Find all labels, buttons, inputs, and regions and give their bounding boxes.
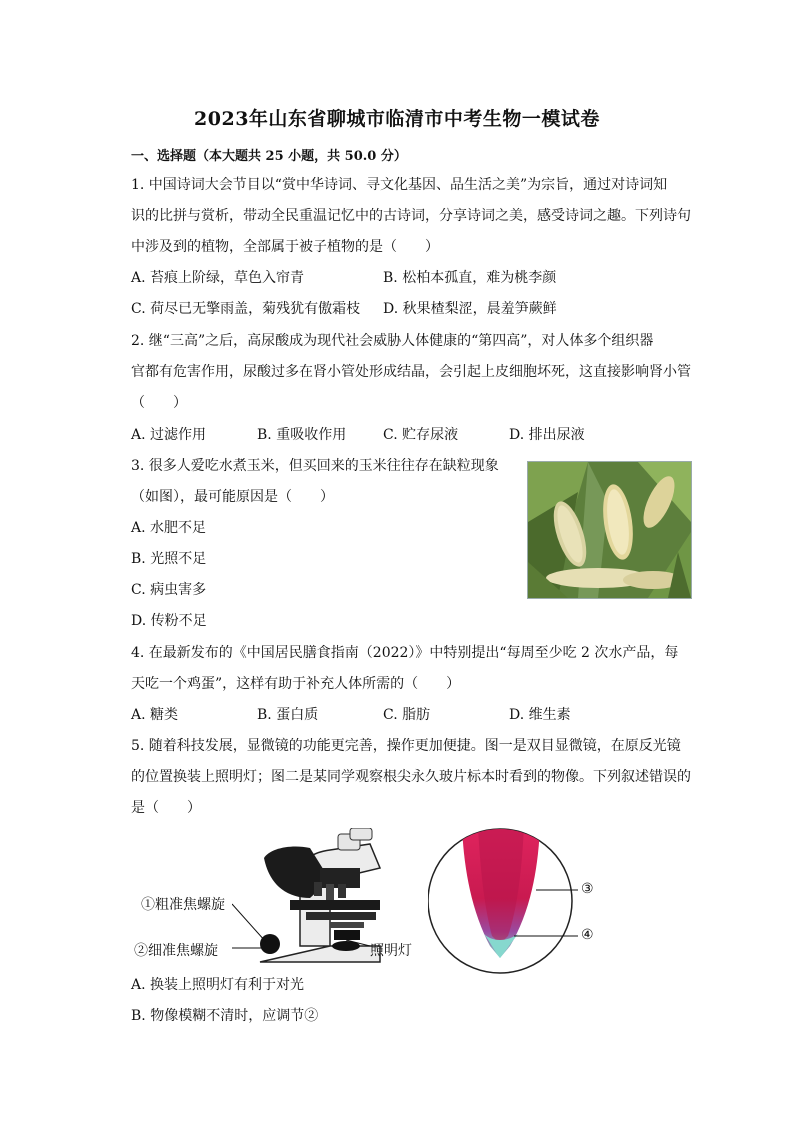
pointer-line-light <box>346 936 372 956</box>
q3-option-a[interactable]: A. 水肥不足 <box>131 520 207 536</box>
root-tip-figure <box>428 826 608 976</box>
q4-option-c[interactable]: C. 脂肪 <box>383 707 431 723</box>
q1-option-c[interactable]: C. 荷尽已无擎雨盖，菊残犹有傲霜枝 <box>131 301 361 317</box>
q2-option-c[interactable]: C. 贮存尿液 <box>383 427 459 443</box>
label-illuminator: 照明灯 <box>370 943 412 959</box>
q4-line1: 4. 在最新发布的《中国居民膳食指南（2022）》中特别提出“每周至少吃 2 次水产品，每 <box>131 645 679 661</box>
q1-line3: 中涉及到的植物，全部属于被子植物的是（ ） <box>131 239 439 255</box>
q3-option-d[interactable]: D. 传粉不足 <box>131 613 207 629</box>
q4-option-b[interactable]: B. 蛋白质 <box>257 707 319 723</box>
corn-photo <box>527 461 692 599</box>
section-heading: 一、选择题（本大题共 25 小题，共 50.0 分） <box>131 149 407 164</box>
q1-line1: 1. 中国诗词大会节目以“赏中华诗词、寻文化基因、品生活之美”为宗旨，通过对诗词知 <box>131 177 668 193</box>
q2-line2: 官都有危害作用，尿酸过多在肾小管处形成结晶，会引起上皮细胞坏死，这直接影响肾小管 <box>131 364 691 380</box>
q1-option-b[interactable]: B. 松柏本孤直，难为桃李颜 <box>383 270 557 286</box>
q5-line2: 的位置换装上照明灯；图二是某同学观察根尖永久玻片标本时看到的物像。下列叙述错误的 <box>131 769 691 785</box>
label-four: ④ <box>581 927 594 943</box>
label-coarse-focus: ①粗准焦螺旋 <box>141 897 225 913</box>
pointer-lines-left <box>232 898 292 958</box>
label-three: ③ <box>581 881 594 897</box>
q3-line2: （如图），最可能原因是（ ） <box>131 489 334 505</box>
q3-option-b[interactable]: B. 光照不足 <box>131 551 207 567</box>
q5-option-b[interactable]: B. 物像模糊不清时，应调节② <box>131 1008 319 1024</box>
q1-line2: 识的比拼与赏析，带动全民重温记忆中的古诗词，分享诗词之美，感受诗词之趣。下列诗句 <box>131 208 691 224</box>
q2-option-b[interactable]: B. 重吸收作用 <box>257 427 347 443</box>
q5-option-a[interactable]: A. 换装上照明灯有利于对光 <box>131 977 305 993</box>
exam-title: 2023年山东省聊城市临清市中考生物一模试卷 <box>194 108 600 130</box>
q1-option-a[interactable]: A. 苔痕上阶绿，草色入帘青 <box>131 270 305 286</box>
label-fine-focus: ②细准焦螺旋 <box>134 943 218 959</box>
q4-option-a[interactable]: A. 糖类 <box>131 707 179 723</box>
q3-option-c[interactable]: C. 病虫害多 <box>131 582 207 598</box>
q4-line2: 天吃一个鸡蛋”，这样有助于补充人体所需的（ ） <box>131 676 461 692</box>
q2-option-a[interactable]: A. 过滤作用 <box>131 427 207 443</box>
q2-line3: （ ） <box>131 395 187 411</box>
q4-option-d[interactable]: D. 维生素 <box>509 707 571 723</box>
q5-line3: 是（ ） <box>131 800 201 816</box>
q2-option-d[interactable]: D. 排出尿液 <box>509 427 585 443</box>
q1-option-d[interactable]: D. 秋果楂梨涩，晨羞笋蕨鲜 <box>383 301 557 317</box>
q2-line1: 2. 继“三高”之后，高尿酸成为现代社会威胁人体健康的“第四高”，对人体多个组织器 <box>131 333 654 349</box>
q3-line1: 3. 很多人爱吃水煮玉米，但买回来的玉米往往存在缺粒现象 <box>131 458 499 474</box>
q5-line1: 5. 随着科技发展，显微镜的功能更完善，操作更加便捷。图一是双目显微镜，在原反光镜 <box>131 738 681 754</box>
